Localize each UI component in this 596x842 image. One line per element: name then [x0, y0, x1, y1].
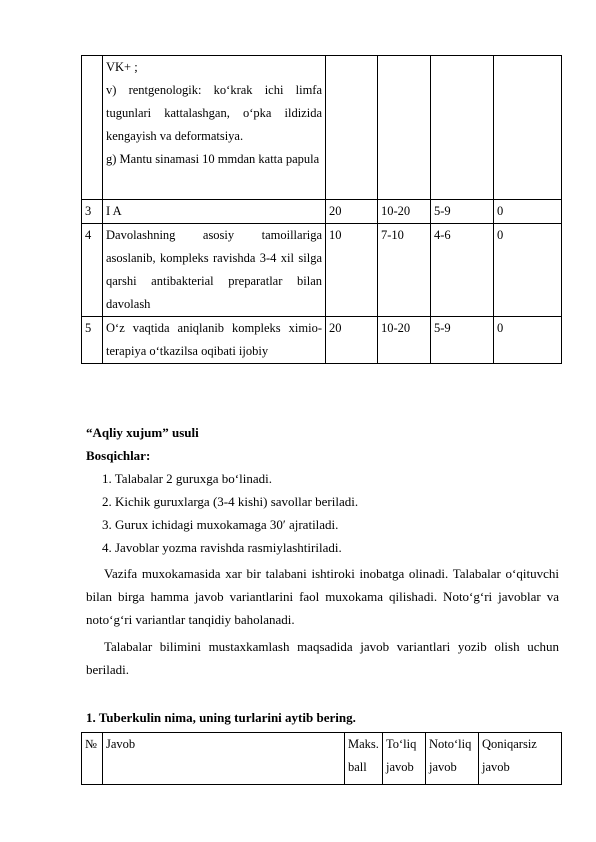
list-item: 4. Javoblar yozma ravishda rasmiylashtiriladi.	[102, 540, 342, 555]
unsatisfactory-score: 0	[494, 224, 562, 317]
paragraph-discussion: Vazifa muxokamasida xar bir talabani ishtiroki inobatga olinadi. Talabalar o‘qituvchi bilan birga hamma javob variantlarini faol muxokama qilishadi. Noto‘g‘ri javoblar va noto‘g‘ri variantlar tanqidiy baholanadi.	[86, 566, 559, 627]
unsatisfactory-score: 0	[494, 317, 562, 364]
header-max-score: Maks. ball	[345, 733, 383, 785]
max-score	[326, 56, 378, 200]
header-full-answer: To‘liq javob	[383, 733, 426, 785]
max-score: 20	[326, 200, 378, 224]
unsatisfactory-score: 0	[494, 200, 562, 224]
unsatisfactory-score	[494, 56, 562, 200]
full-answer-score	[378, 56, 431, 200]
partial-answer-score: 5-9	[431, 200, 494, 224]
max-score: 20	[326, 317, 378, 364]
table-row	[82, 317, 562, 364]
table-row	[82, 200, 562, 224]
list-item: 3. Gurux ichidagi muxokamaga 30′ ajratiladi.	[102, 517, 339, 532]
max-score: 10	[326, 224, 378, 317]
evaluation-table	[81, 55, 562, 364]
answer-table	[81, 732, 562, 785]
header-partial-answer: Noto‘liq javob	[426, 733, 479, 785]
answer-cell: O‘z vaqtida aniqlanib kompleks ximio-terapiya o‘tkazilsa oqibati ijobiy	[103, 317, 326, 364]
paragraph-consolidation: Talabalar bilimini mustaxkamlash maqsadida javob variantlari yozib olish uchun beriladi.	[86, 639, 559, 677]
answer-line: g) Mantu sinamasi 10 mmdan katta papula	[106, 152, 320, 166]
partial-answer-score	[431, 56, 494, 200]
full-answer-score: 7-10	[378, 224, 431, 317]
header-number: №	[82, 733, 103, 785]
full-answer-score: 10-20	[378, 317, 431, 364]
table-header-row	[82, 733, 562, 785]
table-row	[82, 224, 562, 317]
answer-cell	[103, 56, 326, 200]
answer-cell: I A	[103, 200, 326, 224]
row-number	[82, 56, 103, 200]
row-number: 5	[82, 317, 103, 364]
partial-answer-score: 4-6	[431, 224, 494, 317]
partial-answer-score: 5-9	[431, 317, 494, 364]
section-title: “Aqliy xujum” usuli	[86, 425, 199, 440]
steps-heading: Bosqichlar:	[86, 448, 151, 463]
header-answer: Javob	[103, 733, 345, 785]
answer-cell: Davolashning asosiy tamoillariga asoslanib, kompleks ravishda 3-4 xil silga qarshi antibakterial preparatlar bilan davolash	[103, 224, 326, 317]
steps-list	[102, 467, 358, 559]
header-unsatisfactory: Qoniqarsiz javob	[479, 733, 562, 785]
answer-line: VK+ ;	[106, 60, 138, 74]
full-answer-score: 10-20	[378, 200, 431, 224]
list-item: 2. Kichik guruxlarga (3-4 kishi) savollar beriladi.	[102, 494, 359, 509]
list-item: 1. Talabalar 2 guruxga bo‘linadi.	[102, 471, 272, 486]
answer-line: v) rentgenologik: ko‘krak ichi limfa tugunlari kattalashgan, o‘pka ildizida kengayish va deformatsiya.	[106, 83, 322, 143]
row-number: 4	[82, 224, 103, 317]
question-heading: 1. Tuberkulin nima, uning turlarini aytib bering.	[86, 710, 356, 725]
row-number: 3	[82, 200, 103, 224]
table-row	[82, 56, 562, 200]
